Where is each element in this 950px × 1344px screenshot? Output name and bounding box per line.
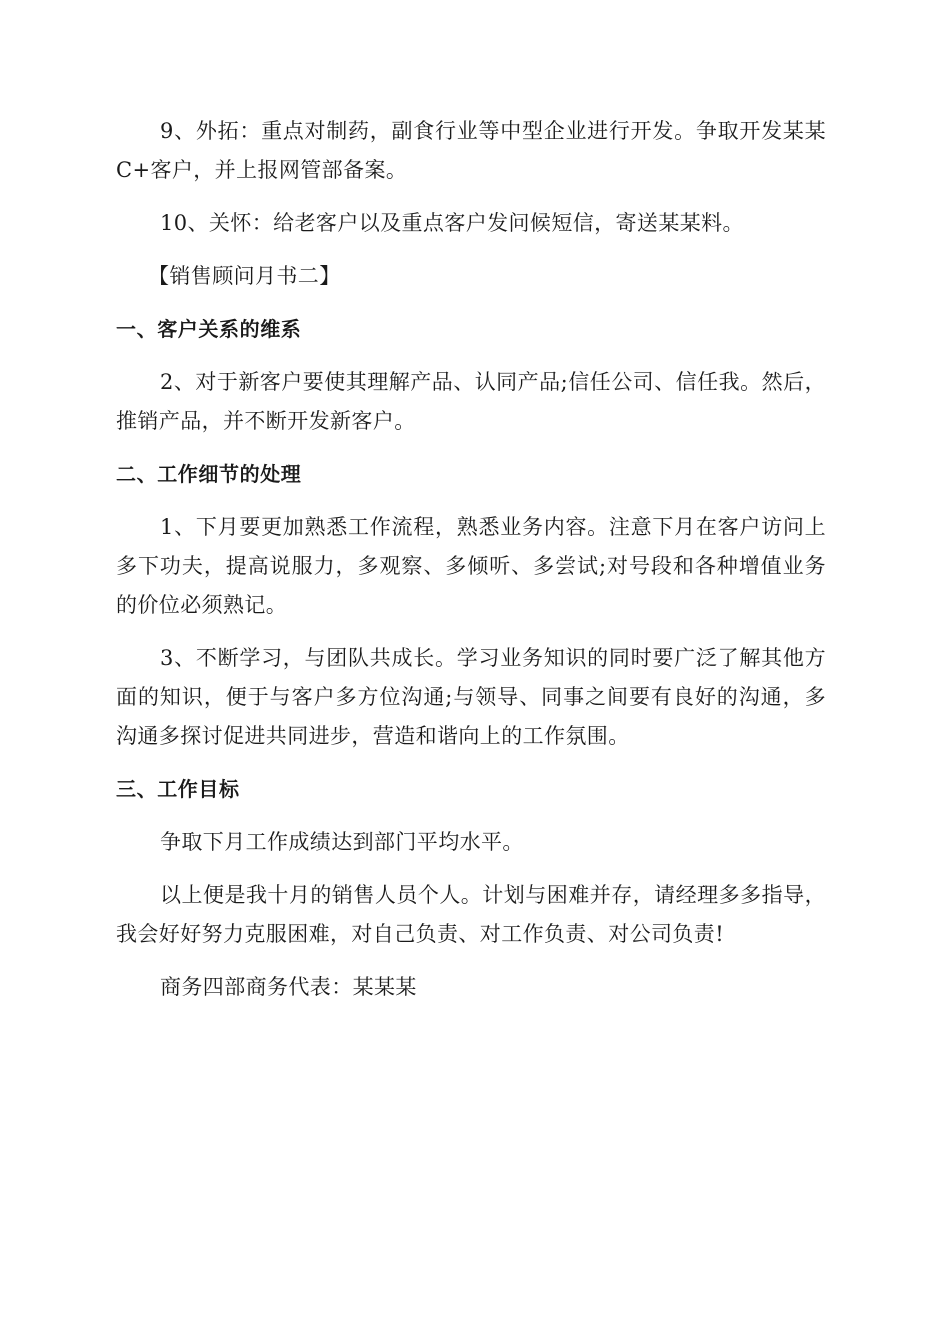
document-page [116,112,826,1021]
paragraph-work-process: 1、下月要更加熟悉工作流程，熟悉业务内容。注意下月在客户访问上多下功夫，提高说服力，多观察、多倾听、多尝试;对号段和各种增值业务的价位必须熟记。 [116,515,826,617]
heading-customer-relations: 一、客户关系的维系 [116,317,302,341]
signature: 商务四部商务代表：某某某 [160,975,417,999]
heading-work-details: 二、工作细节的处理 [116,462,302,486]
paragraph-item-10: 10、关怀：给老客户以及重点客户发问候短信，寄送某某料。 [160,211,744,235]
section-title: 【销售顾问月书二】 [148,264,341,288]
paragraph-item-9: 9、外拓：重点对制药，副食行业等中型企业进行开发。争取开发某某C+客户，并上报网管部备案。 [116,119,826,182]
paragraph-closing: 以上便是我十月的销售人员个人。计划与困难并存，请经理多多指导，我会好好努力克服困难，对自己负责、对工作负责、对公司负责! [116,883,826,946]
paragraph-new-customers: 2、对于新客户要使其理解产品、认同产品;信任公司、信任我。然后，推销产品，并不断开发新客户。 [116,370,826,433]
heading-work-goals: 三、工作目标 [116,777,240,801]
paragraph-goal: 争取下月工作成绩达到部门平均水平。 [160,830,524,854]
paragraph-continuous-learning: 3、不断学习，与团队共成长。学习业务知识的同时要广泛了解其他方面的知识，便于与客户多方位沟通;与领导、同事之间要有良好的沟通，多沟通多探讨促进共同进步，营造和谐向上的工作氛围。 [116,646,826,748]
